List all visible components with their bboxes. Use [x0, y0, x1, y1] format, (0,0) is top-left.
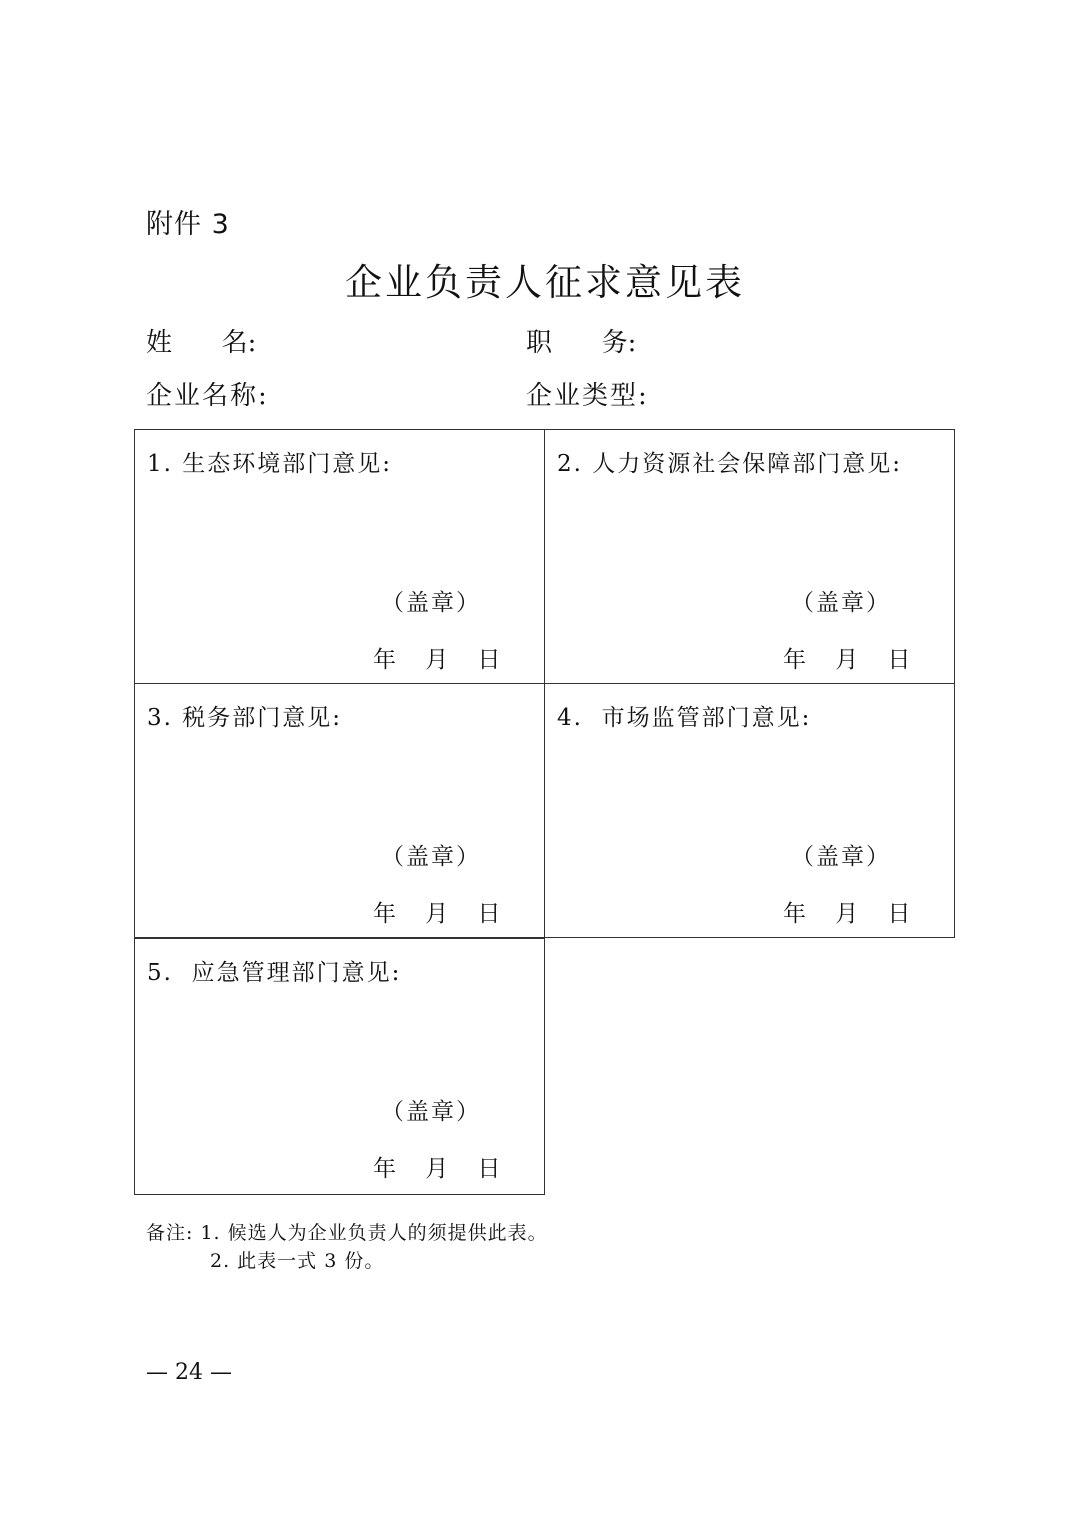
- seal-placeholder: （盖章）: [381, 1099, 481, 1125]
- date-placeholder: 年 月 日: [783, 647, 911, 673]
- opinion-table: [134, 429, 956, 1194]
- opinion-cell-emergency-management: [134, 938, 545, 1195]
- remark-line-1: 备注: 1. 候选人为企业负责人的须提供此表。: [146, 1222, 548, 1244]
- company-type-field-label: 企业类型:: [526, 381, 649, 411]
- seal-placeholder: （盖章）: [791, 844, 891, 870]
- seal-placeholder: （盖章）: [381, 844, 481, 870]
- remarks: [146, 1219, 548, 1275]
- seal-placeholder: （盖章）: [791, 590, 891, 616]
- opinion-cell-human-resources: [544, 429, 955, 684]
- opinion-cell-heading: 3. 税务部门意见:: [147, 705, 343, 731]
- date-placeholder: 年 月 日: [373, 901, 501, 927]
- opinion-cell-heading: 2. 人力资源社会保障部门意见:: [557, 451, 903, 477]
- opinion-cell-market-supervision: [544, 683, 955, 938]
- company-name-field-label: 企业名称:: [146, 381, 269, 411]
- post-field-label: 职 务:: [526, 328, 637, 358]
- opinion-cell-environment: [134, 429, 545, 684]
- opinion-cell-heading: 1. 生态环境部门意见:: [147, 451, 393, 477]
- seal-placeholder: （盖章）: [381, 590, 481, 616]
- remark-line-2: 2. 此表一式 3 份。: [210, 1250, 385, 1272]
- attachment-label: 附件 3: [146, 209, 230, 240]
- date-placeholder: 年 月 日: [783, 901, 911, 927]
- name-field-label: 姓 名:: [146, 328, 257, 358]
- form-title: 企业负责人征求意见表: [345, 261, 745, 304]
- date-placeholder: 年 月 日: [373, 647, 501, 673]
- opinion-cell-heading: 5. 应急管理部门意见:: [147, 960, 402, 986]
- opinion-cell-heading: 4. 市场监管部门意见:: [557, 705, 812, 731]
- page-number: — 24 —: [146, 1360, 232, 1385]
- date-placeholder: 年 月 日: [373, 1156, 501, 1182]
- opinion-cell-tax: [134, 683, 545, 938]
